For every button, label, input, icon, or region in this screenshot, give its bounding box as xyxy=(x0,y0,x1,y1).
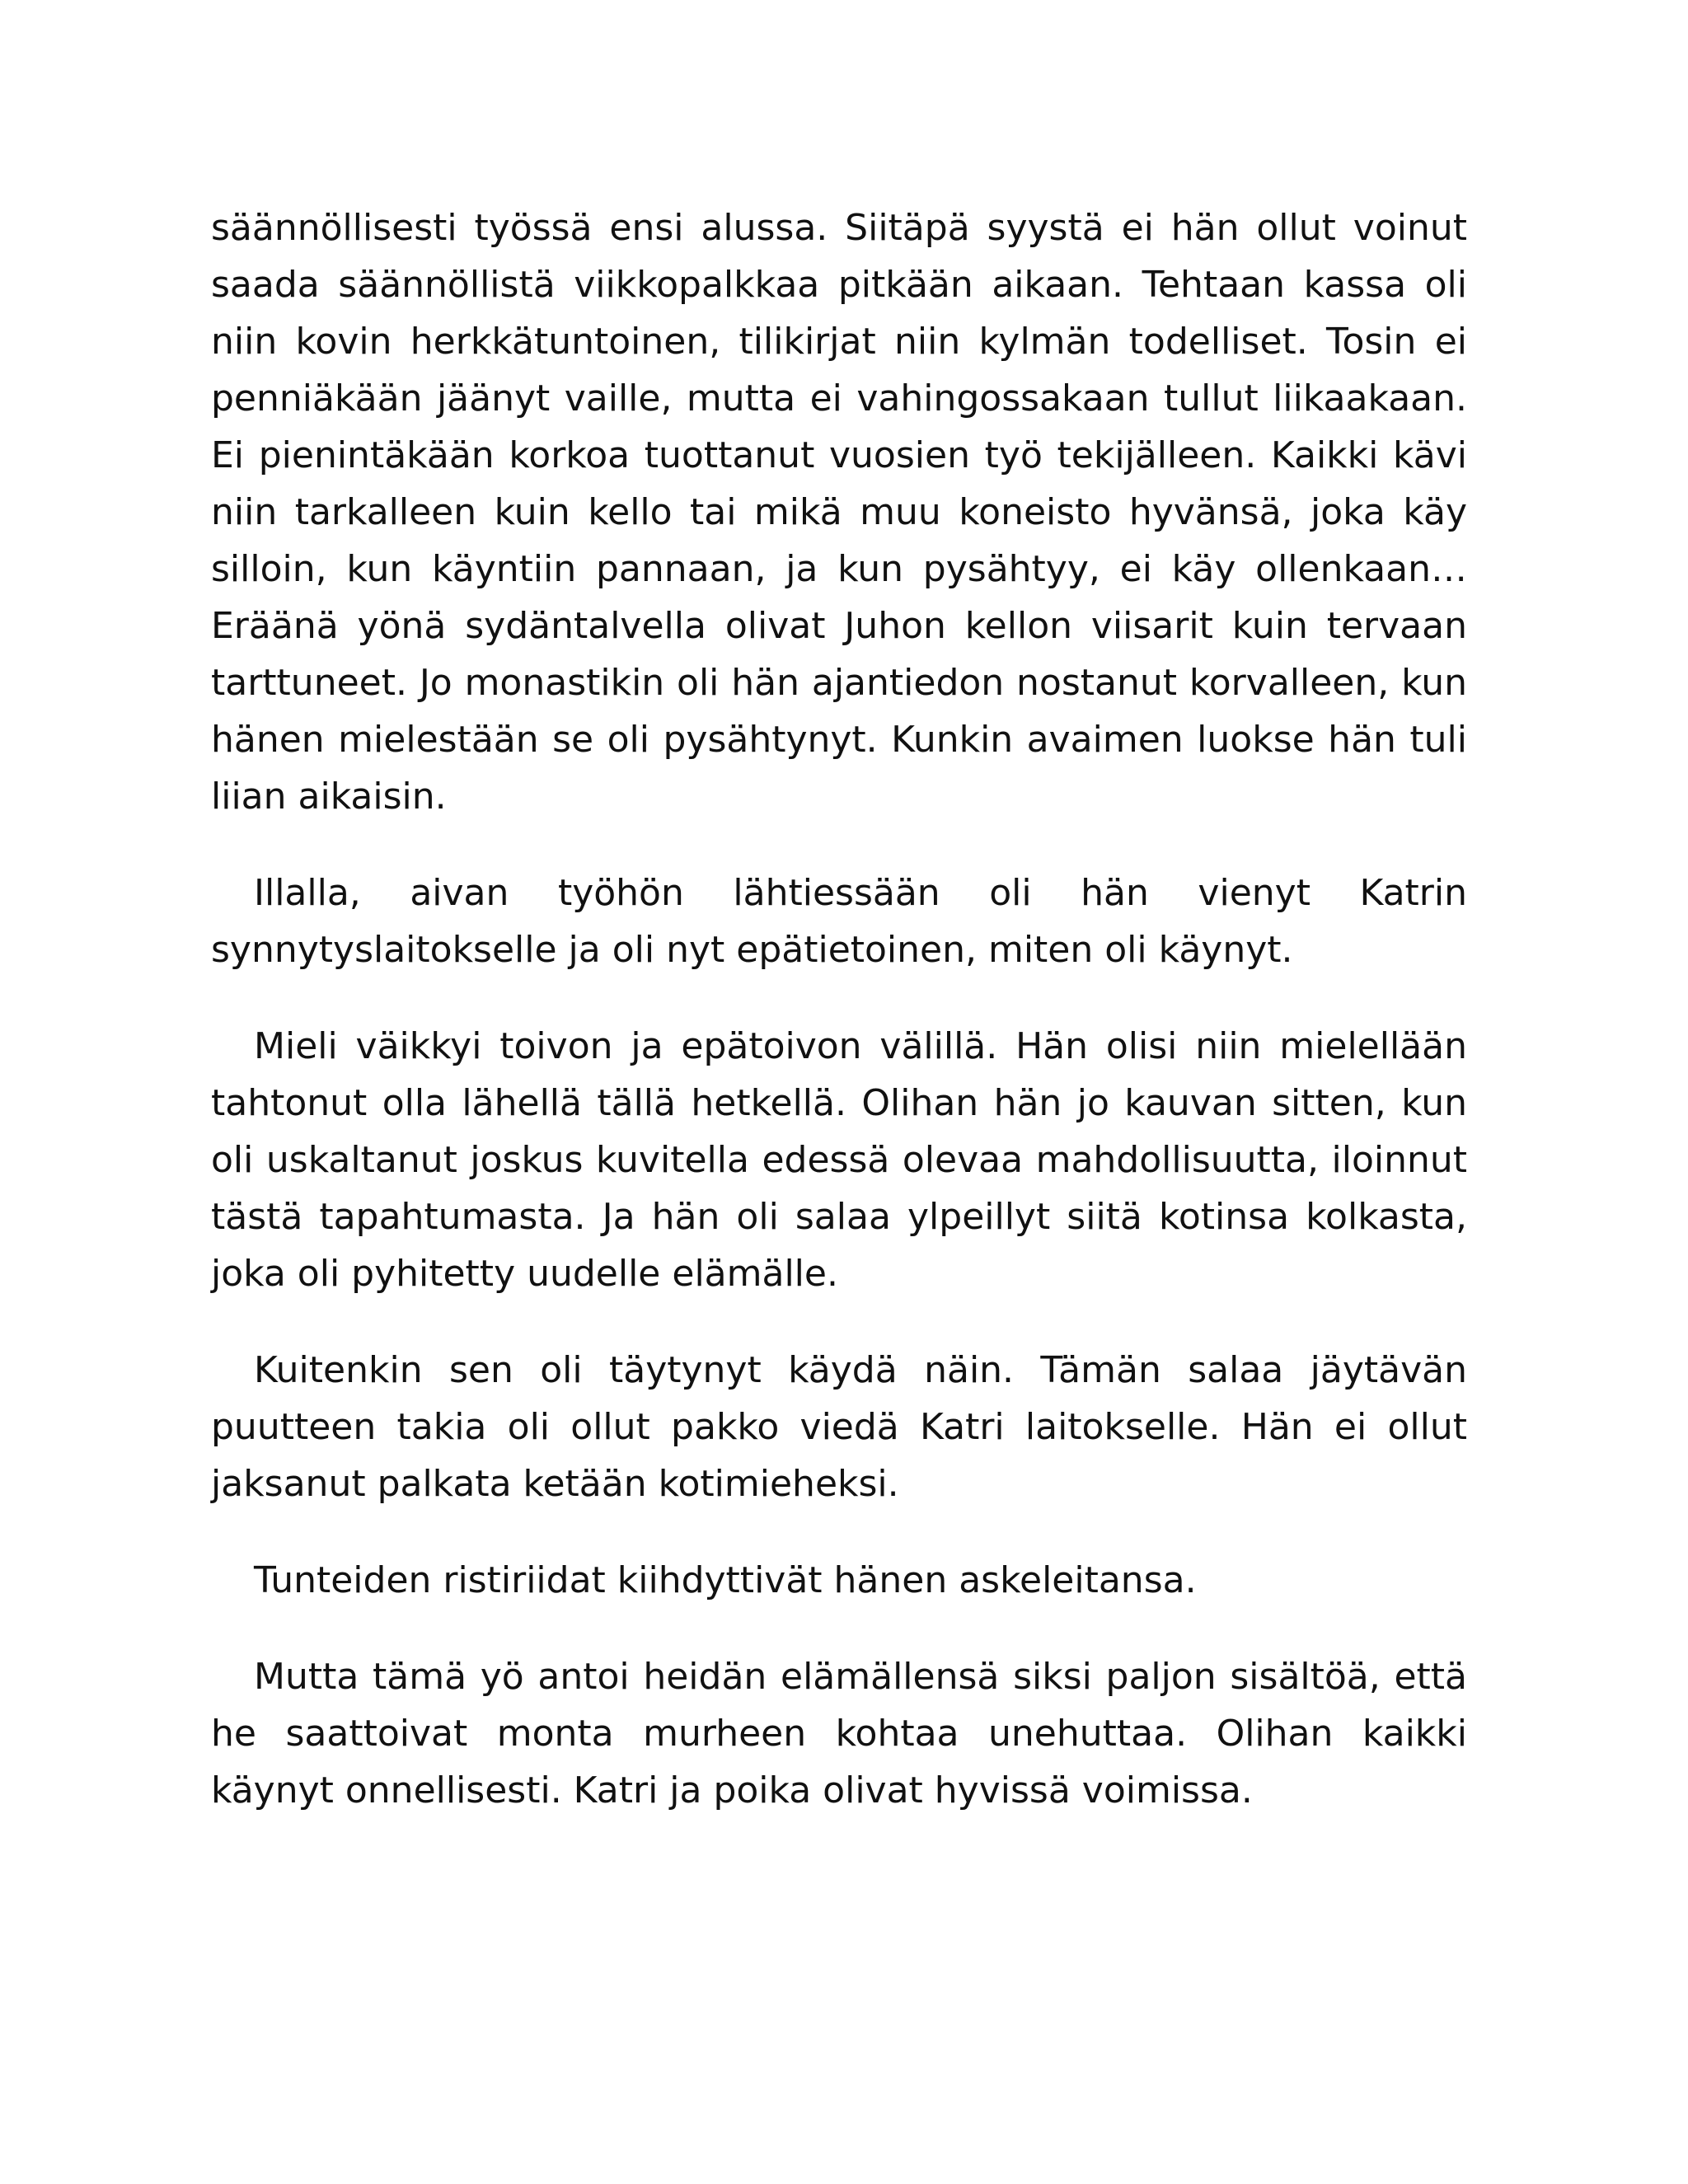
paragraph-1: säännöllisesti työssä ensi alussa. Siitäpä syystä ei hän ollut voinut saada säännöllistä viikkopalkkaa pitkään aikaan. Tehtaan kassa oli niin kovin herkkätuntoinen, tilikirjat niin kylmän todelliset. Tosin ei penniäkään jäänyt vaille, mutta ei vahingossakaan tullut liikaakaan. Ei pienintäkään korkoa tuottanut vuosien työ tekijälleen. Kaikki kävi niin tarkalleen kuin kello tai mikä muu koneisto hyvänsä, joka käy silloin, kun käyntiin pannaan, ja kun pysähtyy, ei käy ollenkaan… Eräänä yönä sydäntalvella olivat Juhon kellon viisarit kuin tervaan tarttuneet. Jo monastikin oli hän ajantiedon nostanut korvalleen, kun hänen mielestään se oli pysähtynyt. Kunkin avaimen luokse hän tuli liian aikaisin. xyxy=(211,207,1467,818)
paragraph-6: Mutta tämä yö antoi heidän elämällensä siksi paljon sisältöä, että he saattoivat monta murheen kohtaa unehuttaa. Olihan kaikki käynyt onnellisesti. Katri ja poika olivat hyvissä voimissa. xyxy=(211,1656,1467,1811)
paragraph-2: Illalla, aivan työhön lähtiessään oli hän vienyt Katrin synnytyslaitokselle ja oli nyt epätietoinen, miten oli käynyt. xyxy=(211,872,1467,971)
paragraph-4: Kuitenkin sen oli täytynyt käydä näin. Tämän salaa jäytävän puutteen takia oli ollut pakko viedä Katri laitokselle. Hän ei ollut jaksanut palkata ketään kotimieheksi. xyxy=(211,1349,1467,1505)
paragraph-3: Mieli väikkyi toivon ja epätoivon välillä. Hän olisi niin mielellään tahtonut olla lähellä tällä hetkellä. Olihan hän jo kauvan sitten, kun oli uskaltanut joskus kuvitella edessä olevaa mahdollisuutta, iloinnut tästä tapahtumasta. Ja hän oli salaa ylpeillyt siitä kotinsa kolkasta, joka oli pyhitetty uudelle elämälle. xyxy=(211,1025,1467,1295)
paragraph-5: Tunteiden ristiriidat kiihdyttivät hänen askeleitansa. xyxy=(254,1559,1197,1601)
body-text xyxy=(211,199,1467,1819)
